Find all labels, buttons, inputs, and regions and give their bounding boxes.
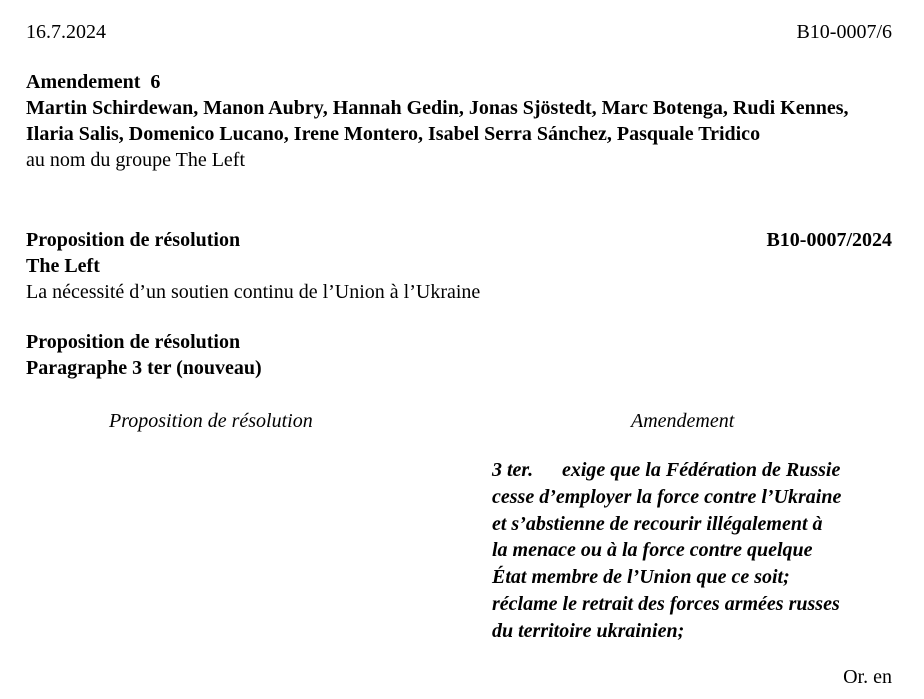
- amendment-group: au nom du groupe The Left: [26, 149, 246, 171]
- amendment-line: la menace ou à la force contre quelque: [492, 539, 813, 562]
- target-info: [26, 329, 892, 381]
- amendment-authors: Martin Schirdewan, Manon Aubry, Hannah Gedin, Jonas Sjöstedt, Marc Botenga, Rudi Kennes, Ilaria Salis, Domenico Lucano, Irene Montero, Isabel Serra Sánchez, Pasquale Tridico: [26, 97, 849, 145]
- proposal-info: [26, 227, 892, 305]
- original-language: Or. en: [843, 666, 892, 688]
- column-heading-amendment: Amendement: [631, 410, 735, 432]
- amendment-line: du territoire ukrainien;: [492, 619, 685, 642]
- amendment-text: [492, 457, 902, 645]
- document-reference: B10-0007/6: [796, 21, 892, 43]
- amendment-line: réclame le retrait des forces armées russes: [492, 592, 840, 615]
- document-page: [26, 0, 892, 699]
- amendment-line: cesse d’employer la force contre l’Ukraine: [492, 485, 842, 508]
- amendment-line: et s’abstienne de recourir illégalement à: [492, 512, 823, 535]
- target-paragraph: Paragraphe 3 ter (nouveau): [26, 357, 262, 379]
- amendment-info: [26, 69, 892, 173]
- column-heading-proposal: Proposition de résolution: [109, 410, 313, 432]
- proposal-label: Proposition de résolution: [26, 229, 241, 251]
- amendment-title: Amendement 6: [26, 71, 161, 93]
- proposal-number: B10-0007/2024: [766, 229, 892, 251]
- document-date: 16.7.2024: [26, 21, 106, 43]
- amendment-line: État membre de l’Union que ce soit;: [492, 566, 790, 589]
- proposal-subject: La nécessité d’un soutien continu de l’Union à l’Ukraine: [26, 281, 481, 303]
- amendment-line: exige que la Fédération de Russie: [562, 459, 841, 481]
- target-label: Proposition de résolution: [26, 331, 241, 353]
- document-header: [26, 19, 892, 45]
- amendment-paragraph-number: 3 ter.: [492, 459, 534, 481]
- proposal-tabled-by: The Left: [26, 255, 100, 277]
